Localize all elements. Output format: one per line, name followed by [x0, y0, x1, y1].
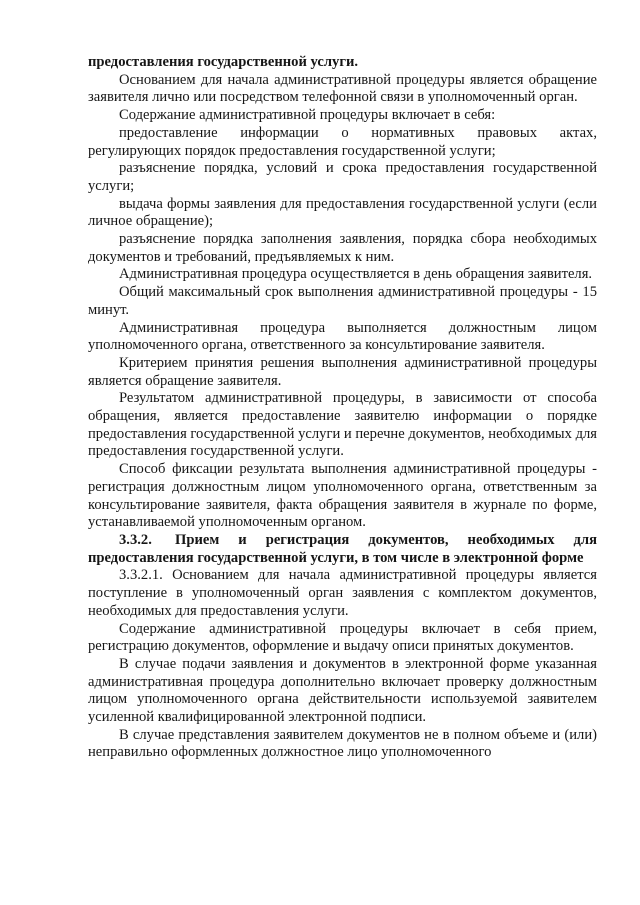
paragraph-decision-criterion: Критерием принятия решения выполнения административной процедуры является обращение заявителя.	[88, 354, 597, 389]
paragraph-max-duration: Общий максимальный срок выполнения административной процедуры - 15 минут.	[88, 284, 597, 318]
paragraph-continuation-heading: предоставления государственной услуги.	[88, 54, 359, 70]
paragraph-basis: Основанием для начала административной процедуры является обращение заявителя лично или посредством телефонной связи в уполномоченный орган.	[88, 71, 597, 106]
document-page	[88, 54, 597, 762]
section-title: Прием и регистрация документов, необходимых для предоставления государственной услуги, в том числе в электронной форме	[88, 531, 597, 566]
paragraph-content-intro: Содержание административной процедуры включает в себя:	[119, 107, 496, 124]
paragraph-incomplete-documents: В случае представления заявителем документов не в полном объеме и (или) неправильно оформленных должностное лицо уполномоченного	[88, 726, 597, 761]
list-item-application-form: выдача формы заявления для предоставления государственной услуги (если личное обращение);	[88, 195, 597, 230]
list-item-filling-explanation: разъяснение порядка заполнения заявления, порядка сбора необходимых документов и требований, предъявляемых к ним.	[88, 231, 597, 265]
paragraph-electronic-form: В случае подачи заявления и документов в электронной форме указанная административная процедура дополнительно включает проверку должностным лицом уполномоченного органа действительности используемой заявителем усиленной квалифицированной электронной подписи.	[88, 655, 597, 726]
paragraph-result-fixation: Способ фиксации результата выполнения административной процедуры - регистрация должностным лицом уполномоченного органа, ответственным за консультирование заявителя, факта обращения заявителя в журнале по форме, устанавливаемой уполномоченным органом.	[88, 461, 597, 531]
section-heading-3-3-2	[88, 532, 597, 567]
paragraph-responsible-official: Административная процедура выполняется должностным лицом уполномоченного органа, ответственного за консультирование заявителя.	[88, 319, 597, 354]
section-number: 3.3.2.	[119, 531, 152, 548]
list-item-explanation-terms: разъяснение порядка, условий и срока предоставления государственной услуги;	[88, 160, 597, 194]
paragraph-3-3-2-1: 3.3.2.1. Основанием для начала административной процедуры является поступление в уполномоченный орган заявления с комплектом документов, необходимых для предоставления услуги.	[88, 567, 597, 619]
paragraph-procedure-result: Результатом административной процедуры, в зависимости от способа обращения, является предоставление заявителю информации о порядке предоставления государственной услуги и перечне документов, необходимых для предоставления государственной услуги.	[88, 390, 597, 460]
paragraph-reception-content: Содержание административной процедуры включает в себя прием, регистрацию документов, оформление и выдачу описи принятых документов.	[88, 620, 597, 655]
list-item-normative-info: предоставление информации о нормативных правовых актах, регулирующих порядок предоставления государственной услуги;	[88, 124, 597, 159]
paragraph-procedure-day: Административная процедура осуществляется в день обращения заявителя.	[119, 266, 593, 283]
